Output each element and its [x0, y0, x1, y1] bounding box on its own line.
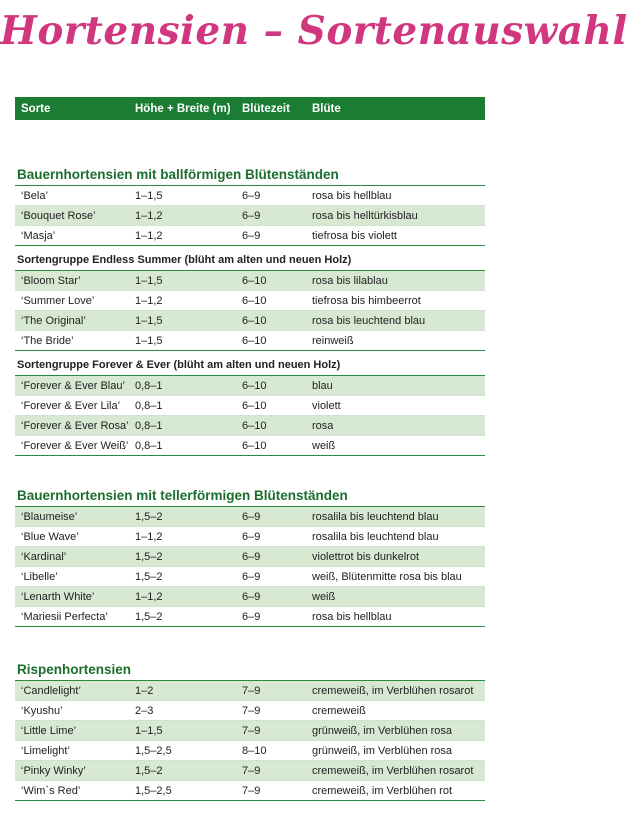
- cell-sorte: ‘Pinky Winky’: [21, 764, 86, 777]
- table-group: [15, 488, 485, 627]
- cell-bluete: rosa bis leuchtend blau: [312, 314, 426, 327]
- cell-bluete: tiefrosa bis violett: [312, 229, 397, 242]
- table-row: [15, 547, 485, 567]
- table-row: [15, 226, 485, 246]
- cell-bluete: rosa bis hellblau: [312, 610, 392, 623]
- cell-bluetezeit: 6–10: [242, 334, 267, 347]
- cell-hoehe: 1–1,5: [135, 274, 163, 287]
- cell-bluete: rosalila bis leuchtend blau: [312, 530, 439, 543]
- table-row: [15, 186, 485, 206]
- cell-bluetezeit: 7–9: [242, 784, 261, 797]
- table-row: [15, 781, 485, 801]
- cell-bluetezeit: 7–9: [242, 684, 261, 697]
- table-row: [15, 311, 485, 331]
- cell-bluetezeit: 6–10: [242, 439, 267, 452]
- cell-bluete: reinweiß: [312, 334, 354, 347]
- table-row: [15, 761, 485, 781]
- cell-bluete: grünweiß, im Verblühen rosa: [312, 744, 453, 757]
- cell-bluetezeit: 6–10: [242, 314, 267, 327]
- cell-bluetezeit: 6–9: [242, 510, 261, 523]
- cell-hoehe: 1,5–2: [135, 550, 163, 563]
- cell-sorte: ‘Candlelight’: [21, 684, 81, 697]
- cell-sorte: ‘Little Lime’: [21, 724, 77, 737]
- cell-bluetezeit: 6–10: [242, 379, 267, 392]
- cell-hoehe: 1,5–2: [135, 510, 163, 523]
- cell-bluetezeit: 7–9: [242, 764, 261, 777]
- cell-bluete: rosa bis helltürkisblau: [312, 209, 418, 222]
- table-row: [15, 701, 485, 721]
- cell-hoehe: 1,5–2: [135, 764, 163, 777]
- header-bluete: Blüte: [312, 102, 341, 115]
- cell-bluete: rosalila bis leuchtend blau: [312, 510, 439, 523]
- cell-bluetezeit: 6–9: [242, 189, 261, 202]
- table-row: [15, 607, 485, 627]
- cell-bluete: rosa bis hellblau: [312, 189, 392, 202]
- cell-bluete: tiefrosa bis himbeerrot: [312, 294, 421, 307]
- variety-table: [15, 97, 485, 801]
- table-row: [15, 331, 485, 351]
- cell-bluetezeit: 6–9: [242, 530, 261, 543]
- cell-hoehe: 0,8–1: [135, 419, 163, 432]
- table-group: [15, 662, 485, 801]
- table-row: [15, 681, 485, 701]
- cell-bluete: grünweiß, im Verblühen rosa: [312, 724, 453, 737]
- cell-sorte: ‘Mariesii Perfecta’: [21, 610, 108, 623]
- table-row: [15, 291, 485, 311]
- cell-sorte: ‘Forever & Ever Weiß’: [21, 439, 129, 452]
- cell-sorte: ‘Forever & Ever Blau’: [21, 379, 125, 392]
- cell-hoehe: 1–1,2: [135, 590, 163, 603]
- cell-sorte: ‘The Bride’: [21, 334, 74, 347]
- cell-sorte: ‘Bloom Star’: [21, 274, 81, 287]
- table-row: [15, 436, 485, 456]
- table-row: [15, 396, 485, 416]
- cell-sorte: ‘Limelight’: [21, 744, 70, 757]
- subsection-heading: Sortengruppe Forever & Ever (blüht am alten und neuen Holz): [15, 359, 485, 376]
- cell-hoehe: 1–1,5: [135, 189, 163, 202]
- section-heading: Bauernhortensien mit tellerförmigen Blütenständen: [15, 488, 485, 507]
- table-row: [15, 206, 485, 226]
- cell-hoehe: 1,5–2,5: [135, 744, 172, 757]
- cell-bluete: cremeweiß, im Verblühen rosarot: [312, 764, 474, 777]
- cell-bluetezeit: 6–9: [242, 570, 261, 583]
- cell-hoehe: 1–1,2: [135, 530, 163, 543]
- cell-bluete: cremeweiß, im Verblühen rot: [312, 784, 452, 797]
- cell-sorte: ‘Summer Love’: [21, 294, 95, 307]
- cell-hoehe: 1–1,5: [135, 314, 163, 327]
- cell-sorte: ‘Kardinal’: [21, 550, 67, 563]
- header-hoehe: Höhe + Breite (m): [135, 102, 231, 115]
- header-sorte: Sorte: [21, 102, 51, 115]
- cell-bluete: weiß, Blütenmitte rosa bis blau: [312, 570, 462, 583]
- table-row: [15, 507, 485, 527]
- header-bluetezeit: Blütezeit: [242, 102, 290, 115]
- row-list: [15, 681, 485, 801]
- cell-bluete: rosa bis lilablau: [312, 274, 388, 287]
- section-heading: Rispenhortensien: [15, 662, 485, 681]
- cell-sorte: ‘Forever & Ever Rosa’: [21, 419, 129, 432]
- table-body: [15, 167, 485, 801]
- table-row: [15, 527, 485, 547]
- cell-bluete: cremeweiß, im Verblühen rosarot: [312, 684, 474, 697]
- table-row: [15, 567, 485, 587]
- cell-sorte: ‘Libelle’: [21, 570, 58, 583]
- cell-hoehe: 1–1,2: [135, 229, 163, 242]
- row-list: [15, 507, 485, 627]
- cell-bluete: weiß: [312, 590, 336, 603]
- cell-sorte: ‘Bela’: [21, 189, 48, 202]
- cell-hoehe: 1–2: [135, 684, 154, 697]
- cell-bluetezeit: 8–10: [242, 744, 267, 757]
- cell-bluetezeit: 6–9: [242, 550, 261, 563]
- table-header: [15, 97, 485, 120]
- cell-bluetezeit: 6–9: [242, 229, 261, 242]
- cell-bluetezeit: 6–10: [242, 294, 267, 307]
- table-row: [15, 721, 485, 741]
- table-group: [15, 167, 485, 246]
- cell-sorte: ‘Wim`s Red’: [21, 784, 81, 797]
- cell-hoehe: 0,8–1: [135, 399, 163, 412]
- section-heading: Bauernhortensien mit ballförmigen Blütenständen: [15, 167, 485, 186]
- table-row: [15, 741, 485, 761]
- cell-sorte: ‘Forever & Ever Lila’: [21, 399, 121, 412]
- cell-bluetezeit: 6–9: [242, 590, 261, 603]
- subsection-heading: Sortengruppe Endless Summer (blüht am alten und neuen Holz): [15, 254, 485, 271]
- row-list: [15, 376, 485, 456]
- cell-bluete: violettrot bis dunkelrot: [312, 550, 419, 563]
- cell-hoehe: 1–1,5: [135, 724, 163, 737]
- cell-hoehe: 1–1,5: [135, 334, 163, 347]
- cell-bluete: rosa: [312, 419, 334, 432]
- cell-bluetezeit: 6–9: [242, 610, 261, 623]
- cell-bluetezeit: 6–10: [242, 419, 267, 432]
- cell-hoehe: 1,5–2: [135, 570, 163, 583]
- cell-hoehe: 2–3: [135, 704, 154, 717]
- cell-bluetezeit: 7–9: [242, 724, 261, 737]
- cell-hoehe: 0,8–1: [135, 439, 163, 452]
- cell-bluete: weiß: [312, 439, 336, 452]
- cell-sorte: ‘Masja’: [21, 229, 56, 242]
- table-row: [15, 416, 485, 436]
- cell-sorte: ‘Bouquet Rose’: [21, 209, 96, 222]
- cell-sorte: ‘Blue Wave’: [21, 530, 79, 543]
- page-title: Hortensien – Sortenauswahl: [0, 8, 628, 54]
- cell-hoehe: 0,8–1: [135, 379, 163, 392]
- cell-sorte: ‘Blaumeise’: [21, 510, 78, 523]
- table-row: [15, 271, 485, 291]
- cell-hoehe: 1,5–2,5: [135, 784, 172, 797]
- cell-hoehe: 1–1,2: [135, 294, 163, 307]
- cell-bluete: blau: [312, 379, 333, 392]
- cell-hoehe: 1–1,2: [135, 209, 163, 222]
- table-row: [15, 376, 485, 396]
- row-list: [15, 271, 485, 351]
- table-group: [15, 254, 485, 351]
- cell-sorte: ‘Kyushu’: [21, 704, 63, 717]
- cell-bluete: violett: [312, 399, 341, 412]
- cell-bluetezeit: 6–10: [242, 399, 267, 412]
- row-list: [15, 186, 485, 246]
- table-group: [15, 359, 485, 456]
- cell-bluetezeit: 7–9: [242, 704, 261, 717]
- table-row: [15, 587, 485, 607]
- cell-sorte: ‘The Original’: [21, 314, 86, 327]
- cell-sorte: ‘Lenarth White’: [21, 590, 95, 603]
- cell-hoehe: 1,5–2: [135, 610, 163, 623]
- cell-bluetezeit: 6–9: [242, 209, 261, 222]
- cell-bluetezeit: 6–10: [242, 274, 267, 287]
- cell-bluete: cremeweiß: [312, 704, 366, 717]
